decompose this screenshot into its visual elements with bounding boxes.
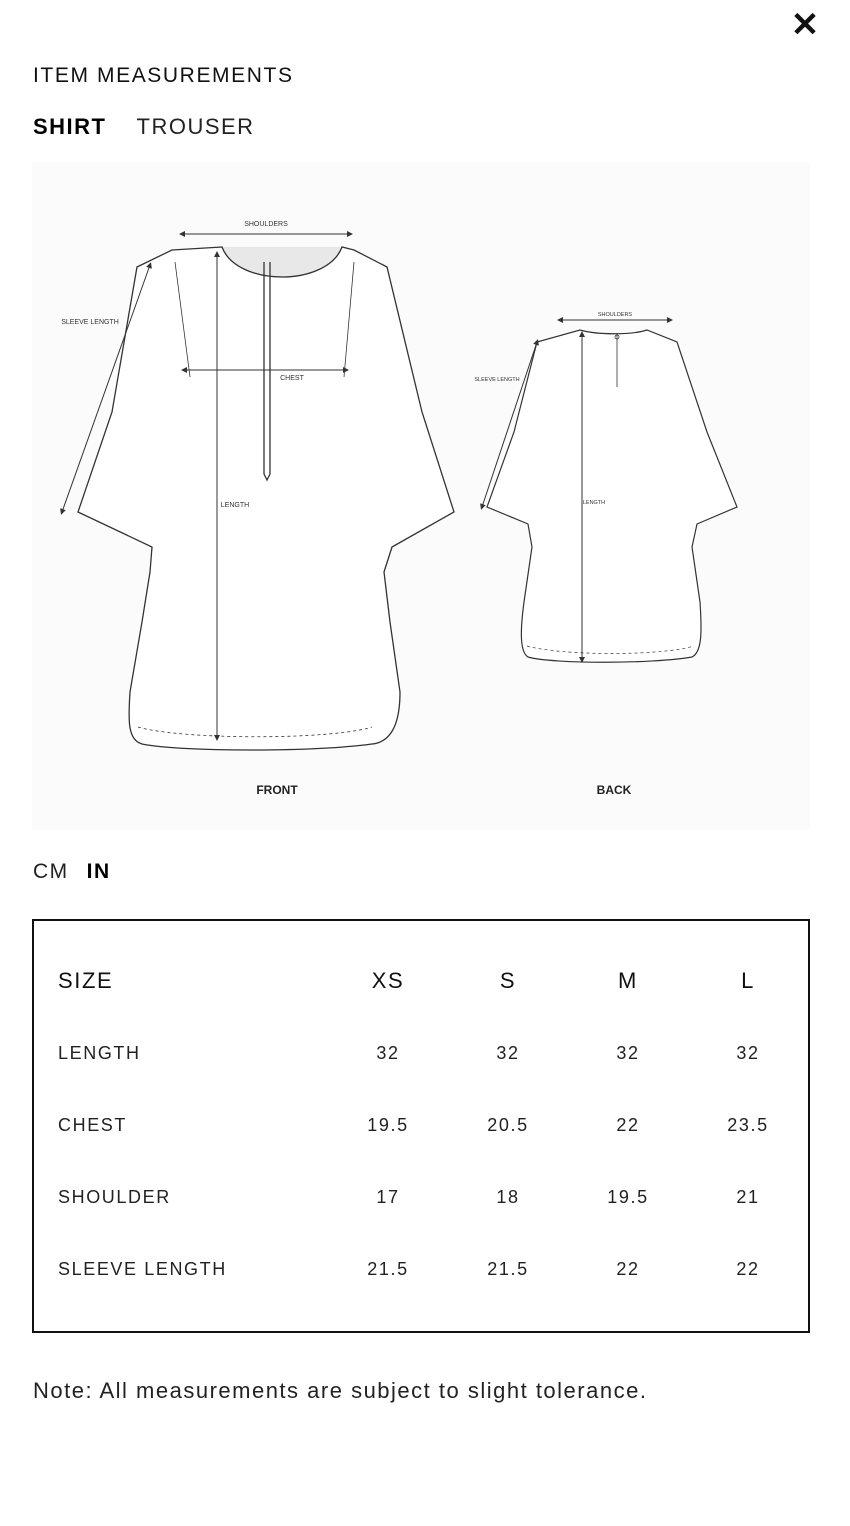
cell-value: 17 [376, 1186, 400, 1207]
close-icon: ✕ [790, 6, 820, 44]
cell-value: 23.5 [727, 1114, 769, 1135]
front-length-text: LENGTH [220, 502, 250, 509]
header-l: L [741, 968, 755, 993]
cell-value: 22 [616, 1258, 640, 1279]
cell-value: 21 [736, 1186, 760, 1207]
front-shoulders-text: SHOULDERS [244, 221, 288, 228]
cell-value: 22 [616, 1114, 640, 1135]
cell-value: 19.5 [367, 1114, 409, 1135]
tolerance-note: Note: All measurements are subject to slight tolerance. [33, 1378, 648, 1403]
row-label: SHOULDER [58, 1186, 171, 1207]
cell-value: 32 [496, 1042, 520, 1063]
back-length-text: LENGTH [582, 500, 606, 506]
front-chest-text: CHEST [280, 375, 304, 382]
garment-illustration [32, 162, 810, 830]
back-sleeve-text: SLEEVE LENGTH [474, 377, 520, 383]
cell-value: 18 [496, 1186, 520, 1207]
unit-cm[interactable]: CM [33, 860, 69, 883]
back-shoulders-text: SHOULDERS [597, 312, 633, 318]
header-s: S [499, 968, 517, 993]
cell-value: 32 [376, 1042, 400, 1063]
tab-shirt[interactable]: SHIRT [33, 114, 107, 139]
row-label: LENGTH [58, 1042, 141, 1063]
front-label: FRONT [256, 783, 298, 797]
back-label: BACK [596, 783, 632, 797]
size-table [34, 945, 808, 1305]
cell-value: 21.5 [367, 1258, 409, 1279]
modal-title: ITEM MEASUREMENTS [33, 64, 294, 87]
cell-value: 21.5 [487, 1258, 529, 1279]
table-header-row [34, 945, 808, 1017]
cell-value: 32 [616, 1042, 640, 1063]
garment-tabs [33, 114, 255, 140]
table-row [34, 1089, 808, 1161]
cell-value: 22 [736, 1258, 760, 1279]
row-label: SLEEVE LENGTH [58, 1258, 227, 1279]
table-row [34, 1161, 808, 1233]
table-row [34, 1233, 808, 1305]
cell-value: 19.5 [607, 1186, 649, 1207]
unit-in[interactable]: IN [86, 860, 111, 883]
cell-value: 32 [736, 1042, 760, 1063]
header-xs: XS [371, 968, 405, 993]
table-row [34, 1017, 808, 1089]
front-garment [78, 247, 454, 750]
size-chart [32, 919, 810, 1333]
close-button[interactable] [788, 8, 822, 42]
row-label: CHEST [58, 1114, 128, 1135]
header-m: M [618, 968, 638, 993]
measurement-diagram [32, 162, 810, 830]
unit-toggle [33, 860, 111, 884]
cell-value: 20.5 [487, 1114, 529, 1135]
front-sleeve-text: SLEEVE LENGTH [61, 319, 119, 326]
tab-trouser[interactable]: TROUSER [136, 114, 255, 139]
header-size: SIZE [58, 968, 114, 993]
